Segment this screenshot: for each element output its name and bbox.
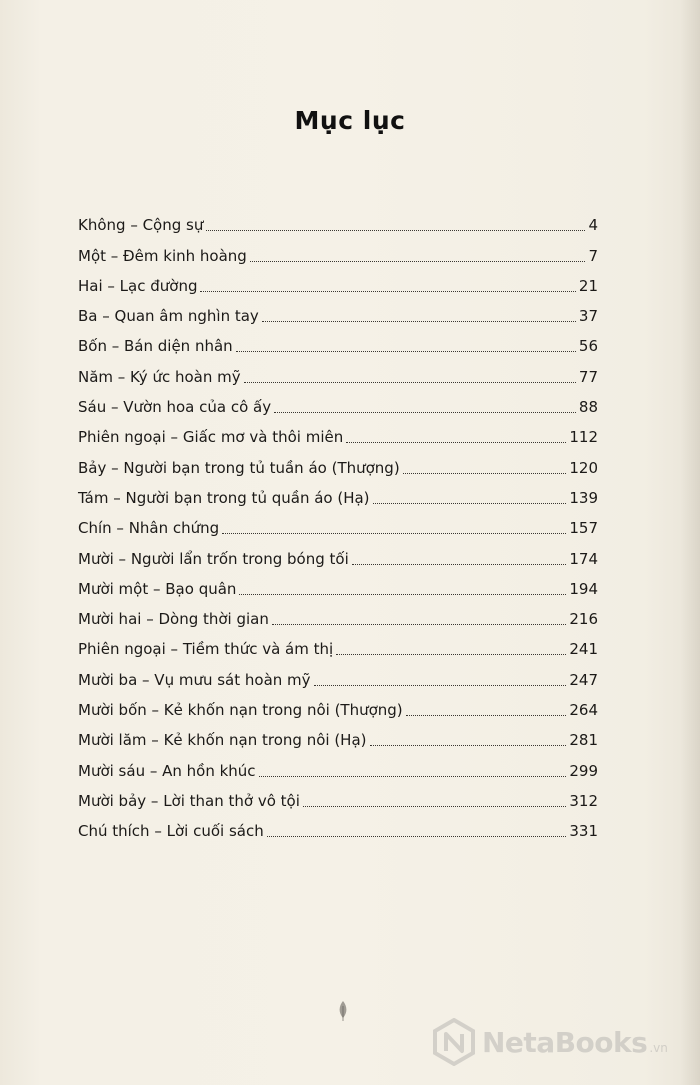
- toc-entry-page-number: 139: [569, 488, 598, 507]
- toc-entry-title: Không – Cộng sự: [78, 216, 204, 235]
- netabooks-watermark: [432, 1018, 694, 1066]
- toc-dot-leader: [352, 564, 567, 565]
- toc-entry: [78, 784, 598, 814]
- toc-entry-page-number: 174: [569, 549, 598, 568]
- toc-dot-leader: [346, 442, 566, 443]
- toc-dot-leader: [236, 351, 576, 352]
- toc-entry-title: Phiên ngoại – Giấc mơ và thôi miên: [78, 428, 344, 447]
- toc-entry-page-number: 194: [569, 579, 598, 598]
- toc-dot-leader: [200, 291, 575, 292]
- toc-entry-page-number: 299: [569, 761, 598, 780]
- toc-dot-leader: [244, 382, 576, 383]
- toc-entry: [78, 450, 598, 480]
- toc-entry-title: Tám – Người bạn trong tủ quần áo (Hạ): [78, 488, 370, 507]
- toc-dot-leader: [370, 745, 567, 746]
- toc-entry-title: Mười sáu – An hồn khúc: [78, 761, 256, 780]
- toc-entry: [78, 511, 598, 541]
- toc-dot-leader: [262, 321, 576, 322]
- toc-entry-title: Phiên ngoại – Tiềm thức và ám thị: [78, 640, 334, 659]
- toc-entry-page-number: 241: [569, 640, 598, 659]
- toc-entry: [78, 814, 598, 844]
- toc-entry-page-number: 7: [588, 246, 598, 265]
- toc-entry-page-number: 331: [569, 822, 598, 841]
- toc-entry: [78, 572, 598, 602]
- toc-entry: [78, 693, 598, 723]
- toc-entry-page-number: 216: [569, 610, 598, 629]
- toc-entry-title: Mười ba – Vụ mưu sát hoàn mỹ: [78, 670, 311, 689]
- toc-entry: [78, 541, 598, 571]
- toc-entry-page-number: 312: [569, 791, 598, 810]
- toc-entry: [78, 299, 598, 329]
- toc-entry-page-number: 77: [578, 367, 598, 386]
- watermark-brand: NetaBooks: [482, 1025, 648, 1059]
- toc-entry-title: Bốn – Bán diện nhân: [78, 337, 233, 356]
- toc-dot-leader: [250, 261, 586, 262]
- toc-entry: [78, 481, 598, 511]
- toc-entry-title: Mười bốn – Kẻ khốn nạn trong nôi (Thượng): [78, 701, 403, 720]
- toc-entry: [78, 269, 598, 299]
- toc-entry-title: Mười – Người lẩn trốn trong bóng tối: [78, 549, 349, 568]
- toc-dot-leader: [373, 503, 567, 504]
- toc-dot-leader: [403, 473, 567, 474]
- toc-entry: [78, 329, 598, 359]
- toc-entry-title: Một – Đêm kinh hoàng: [78, 246, 247, 265]
- toc-entry-page-number: 21: [578, 276, 598, 295]
- toc-dot-leader: [314, 685, 567, 686]
- toc-entry-title: Sáu – Vườn hoa của cô ấy: [78, 398, 272, 417]
- toc-entry-title: Mười một – Bạo quân: [78, 579, 237, 598]
- table-of-contents: [78, 208, 598, 844]
- toc-entry-page-number: 120: [569, 458, 598, 477]
- toc-entry-page-number: 4: [588, 216, 598, 235]
- toc-entry: [78, 208, 598, 238]
- page-edge-shadow: [680, 0, 700, 1085]
- toc-entry-title: Năm – Ký ức hoàn mỹ: [78, 367, 241, 386]
- toc-entry-page-number: 264: [569, 701, 598, 720]
- toc-entry-title: Hai – Lạc đường: [78, 276, 198, 295]
- leaf-ornament-icon: [336, 1000, 350, 1022]
- toc-entry: [78, 390, 598, 420]
- toc-entry-title: Ba – Quan âm nghìn tay: [78, 307, 259, 326]
- toc-entry: [78, 420, 598, 450]
- toc-entry: [78, 602, 598, 632]
- toc-dot-leader: [206, 230, 585, 231]
- toc-entry-page-number: 247: [569, 670, 598, 689]
- toc-entry-title: Bảy – Người bạn trong tủ tuần áo (Thượng): [78, 458, 400, 477]
- toc-entry-title: Chú thích – Lời cuối sách: [78, 822, 264, 841]
- toc-dot-leader: [274, 412, 576, 413]
- toc-entry-title: Mười bảy – Lời than thở vô tội: [78, 791, 300, 810]
- toc-entry-title: Mười hai – Dòng thời gian: [78, 610, 269, 629]
- toc-entry: [78, 238, 598, 268]
- page-title: Mục lục: [294, 106, 406, 135]
- toc-entry-page-number: 157: [569, 519, 598, 538]
- toc-dot-leader: [239, 594, 566, 595]
- toc-dot-leader: [267, 836, 567, 837]
- toc-entry: [78, 632, 598, 662]
- toc-dot-leader: [272, 624, 566, 625]
- toc-entry-page-number: 37: [578, 307, 598, 326]
- toc-dot-leader: [336, 654, 566, 655]
- toc-entry-page-number: 56: [578, 337, 598, 356]
- toc-dot-leader: [259, 776, 567, 777]
- toc-entry: [78, 662, 598, 692]
- toc-entry: [78, 359, 598, 389]
- watermark-suffix: .vn: [649, 1041, 668, 1055]
- toc-dot-leader: [222, 533, 566, 534]
- toc-entry-title: Mười lăm – Kẻ khốn nạn trong nôi (Hạ): [78, 731, 367, 750]
- toc-entry: [78, 723, 598, 753]
- toc-entry-page-number: 88: [578, 398, 598, 417]
- toc-entry-page-number: 112: [569, 428, 598, 447]
- netabooks-logo-icon: [432, 1018, 476, 1066]
- toc-entry-page-number: 281: [569, 731, 598, 750]
- toc-entry-title: Chín – Nhân chứng: [78, 519, 220, 538]
- toc-dot-leader: [406, 715, 567, 716]
- toc-entry: [78, 753, 598, 783]
- toc-dot-leader: [303, 806, 566, 807]
